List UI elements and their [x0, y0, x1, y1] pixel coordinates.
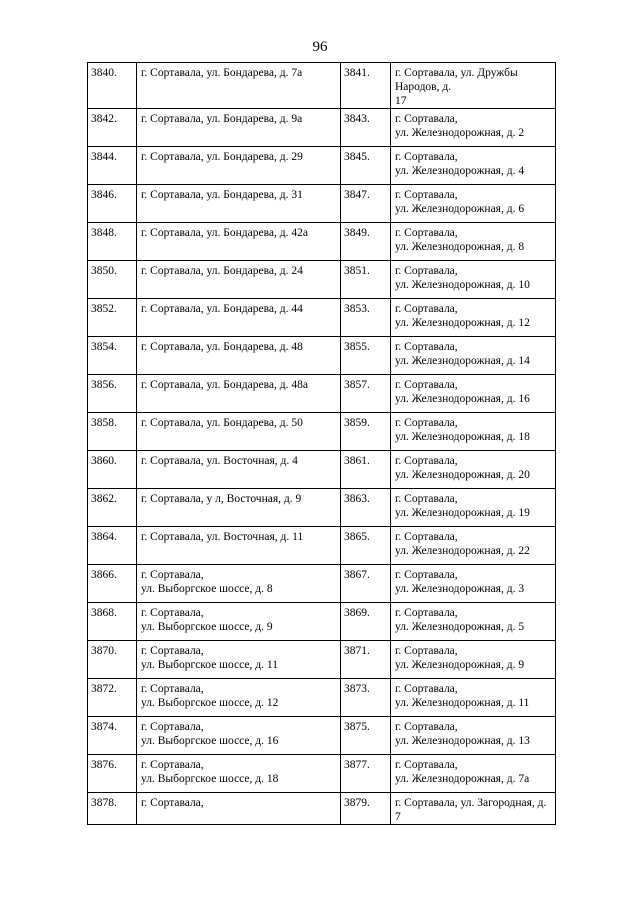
- address-line: г. Сортавала, ул. Бондарева, д. 50: [141, 417, 303, 429]
- address-line: ул. Железнодорожная, д. 9: [395, 659, 525, 671]
- table-row: [88, 489, 556, 527]
- table-row: [88, 413, 556, 451]
- address-line: г. Сортавала,: [395, 493, 458, 505]
- address-line: г. Сортавала, ул. Бондарева, д. 9а: [141, 113, 303, 125]
- address-line: г. Сортавала,: [395, 227, 458, 239]
- entry-address-right: [391, 299, 556, 337]
- entry-address-right: [391, 793, 556, 825]
- entry-address-right: [391, 109, 556, 147]
- table-row: [88, 755, 556, 793]
- entry-number-right: 3873.: [341, 679, 391, 717]
- address-line: г. Сортавала,: [395, 455, 458, 467]
- address-line: ул. Железнодорожная, д. 13: [395, 735, 530, 747]
- table-row: [88, 337, 556, 375]
- entry-address-right: [391, 641, 556, 679]
- table-row: [88, 793, 556, 825]
- entry-number-left: 3856.: [88, 375, 137, 413]
- table-row: [88, 641, 556, 679]
- address-line: г. Сортавала, ул. Бондарева, д. 44: [141, 303, 303, 315]
- entry-address-left: [137, 261, 341, 299]
- entry-address-left: [137, 451, 341, 489]
- entry-number-left: 3870.: [88, 641, 137, 679]
- address-line: г. Сортавала,: [395, 417, 458, 429]
- entry-address-right: [391, 413, 556, 451]
- entry-number-left: 3840.: [88, 63, 137, 109]
- entry-number-left: 3874.: [88, 717, 137, 755]
- entry-address-right: [391, 603, 556, 641]
- entry-address-left: [137, 641, 341, 679]
- address-line: 17: [395, 95, 407, 107]
- address-line: г. Сортавала, ул. Бондарева, д. 7а: [141, 67, 303, 79]
- entry-number-right: 3841.: [341, 63, 391, 109]
- entry-address-right: [391, 185, 556, 223]
- address-line: г. Сортавала,: [141, 683, 204, 695]
- address-line: г. Сортавала,: [395, 151, 458, 163]
- entry-number-right: 3875.: [341, 717, 391, 755]
- address-line: ул. Железнодорожная, д. 6: [395, 203, 525, 215]
- entry-number-right: 3857.: [341, 375, 391, 413]
- entry-number-left: 3858.: [88, 413, 137, 451]
- address-line: ул. Железнодорожная, д. 12: [395, 317, 530, 329]
- address-line: ул. Выборгское шоссе, д. 11: [141, 659, 278, 671]
- address-line: г. Сортавала, ул. Бондарева, д. 31: [141, 189, 303, 201]
- entry-number-right: 3853.: [341, 299, 391, 337]
- entry-number-left: 3864.: [88, 527, 137, 565]
- address-line: ул. Выборгское шоссе, д. 9: [141, 621, 273, 633]
- address-line: г. Сортавала,: [141, 569, 204, 581]
- address-line: г. Сортавала,: [395, 341, 458, 353]
- address-line: ул. Железнодорожная, д. 16: [395, 393, 530, 405]
- table-row: [88, 565, 556, 603]
- address-line: ул. Железнодорожная, д. 2: [395, 127, 525, 139]
- entry-address-left: [137, 223, 341, 261]
- address-line: г. Сортавала,: [141, 721, 204, 733]
- address-line: г. Сортавала,: [141, 607, 204, 619]
- address-line: ул. Железнодорожная, д. 7а: [395, 773, 530, 785]
- table-row: [88, 299, 556, 337]
- address-line: г. Сортавала,: [395, 645, 458, 657]
- address-line: г. Сортавала,: [395, 303, 458, 315]
- address-line: г. Сортавала,: [395, 721, 458, 733]
- entry-number-right: 3859.: [341, 413, 391, 451]
- entry-address-left: [137, 793, 341, 825]
- address-line: ул. Выборгское шоссе, д. 8: [141, 583, 273, 595]
- entry-number-right: 3855.: [341, 337, 391, 375]
- table-row: [88, 527, 556, 565]
- entry-address-right: [391, 451, 556, 489]
- address-line: ул. Железнодорожная, д. 10: [395, 279, 530, 291]
- entry-number-right: 3861.: [341, 451, 391, 489]
- table-row: [88, 717, 556, 755]
- entry-number-right: 3843.: [341, 109, 391, 147]
- address-line: ул. Железнодорожная, д. 8: [395, 241, 525, 253]
- address-line: ул. Железнодорожная, д. 20: [395, 469, 530, 481]
- address-line: г. Сортавала,: [395, 189, 458, 201]
- entry-number-right: 3867.: [341, 565, 391, 603]
- address-line: ул. Выборгское шоссе, д. 16: [141, 735, 279, 747]
- entry-number-left: 3876.: [88, 755, 137, 793]
- table-row: [88, 147, 556, 185]
- address-line: ул. Железнодорожная, д. 5: [395, 621, 525, 633]
- address-registry-body: [88, 63, 556, 825]
- entry-number-right: 3879.: [341, 793, 391, 825]
- address-line: ул. Железнодорожная, д. 18: [395, 431, 530, 443]
- entry-address-right: [391, 261, 556, 299]
- entry-address-right: [391, 147, 556, 185]
- entry-address-left: [137, 527, 341, 565]
- entry-address-left: [137, 603, 341, 641]
- entry-number-right: 3865.: [341, 527, 391, 565]
- entry-address-right: [391, 63, 556, 109]
- table-row: [88, 261, 556, 299]
- table-row: [88, 679, 556, 717]
- address-line: г. Сортавала,: [395, 607, 458, 619]
- entry-address-right: [391, 679, 556, 717]
- table-row: [88, 603, 556, 641]
- address-line: г. Сортавала, ул. Восточная, д. 11: [141, 531, 304, 543]
- entry-address-right: [391, 717, 556, 755]
- address-line: г. Сортавала, ул. Загородная, д. 7: [395, 797, 547, 823]
- table-row: [88, 223, 556, 261]
- address-line: г. Сортавала,: [395, 379, 458, 391]
- entry-address-left: [137, 489, 341, 527]
- table-row: [88, 63, 556, 109]
- entry-number-left: 3878.: [88, 793, 137, 825]
- table-row: [88, 451, 556, 489]
- entry-number-right: 3851.: [341, 261, 391, 299]
- entry-number-left: 3854.: [88, 337, 137, 375]
- entry-number-left: 3868.: [88, 603, 137, 641]
- table-row: [88, 185, 556, 223]
- entry-number-right: 3877.: [341, 755, 391, 793]
- entry-address-right: [391, 565, 556, 603]
- address-line: г. Сортавала, у л, Восточная, д. 9: [141, 493, 302, 505]
- entry-address-right: [391, 223, 556, 261]
- address-line: г. Сортавала, ул. Бондарева, д. 42а: [141, 227, 308, 239]
- address-line: г. Сортавала, ул. Бондарева, д. 48: [141, 341, 303, 353]
- entry-address-left: [137, 63, 341, 109]
- address-line: г. Сортавала,: [395, 683, 458, 695]
- entry-address-right: [391, 489, 556, 527]
- address-line: г. Сортавала,: [395, 531, 458, 543]
- address-line: г. Сортавала, ул. Восточная, д. 4: [141, 455, 298, 467]
- entry-number-right: 3845.: [341, 147, 391, 185]
- entry-number-left: 3866.: [88, 565, 137, 603]
- entry-address-left: [137, 375, 341, 413]
- entry-address-right: [391, 375, 556, 413]
- entry-number-left: 3852.: [88, 299, 137, 337]
- entry-address-right: [391, 337, 556, 375]
- entry-number-right: 3871.: [341, 641, 391, 679]
- address-line: г. Сортавала,: [141, 759, 204, 771]
- entry-number-left: 3850.: [88, 261, 137, 299]
- address-line: ул. Выборгское шоссе, д. 12: [141, 697, 279, 709]
- entry-address-left: [137, 679, 341, 717]
- table-row: [88, 109, 556, 147]
- entry-number-left: 3862.: [88, 489, 137, 527]
- address-line: г. Сортавала,: [395, 113, 458, 125]
- page-number: 96: [312, 39, 328, 55]
- address-line: ул. Железнодорожная, д. 11: [395, 697, 530, 709]
- address-line: ул. Железнодорожная, д. 22: [395, 545, 530, 557]
- entry-number-left: 3844.: [88, 147, 137, 185]
- entry-number-right: 3849.: [341, 223, 391, 261]
- entry-address-left: [137, 109, 341, 147]
- address-line: г. Сортавала,: [395, 265, 458, 277]
- address-line: ул. Железнодорожная, д. 4: [395, 165, 525, 177]
- address-line: г. Сортавала, ул. Дружбы Народов, д.: [395, 67, 518, 93]
- entry-address-left: [137, 717, 341, 755]
- table-row: [88, 375, 556, 413]
- entry-number-right: 3869.: [341, 603, 391, 641]
- address-line: ул. Выборгское шоссе, д. 18: [141, 773, 279, 785]
- entry-number-right: 3847.: [341, 185, 391, 223]
- address-line: ул. Железнодорожная, д. 19: [395, 507, 530, 519]
- address-line: г. Сортавала, ул. Бондарева, д. 24: [141, 265, 303, 277]
- entry-number-left: 3848.: [88, 223, 137, 261]
- address-registry-table: [87, 62, 556, 825]
- entry-address-right: [391, 755, 556, 793]
- entry-number-left: 3846.: [88, 185, 137, 223]
- address-line: ул. Железнодорожная, д. 3: [395, 583, 525, 595]
- entry-address-left: [137, 413, 341, 451]
- address-line: г. Сортавала,: [141, 645, 204, 657]
- entry-address-left: [137, 299, 341, 337]
- entry-address-left: [137, 755, 341, 793]
- entry-address-right: [391, 527, 556, 565]
- entry-number-right: 3863.: [341, 489, 391, 527]
- address-line: г. Сортавала, ул. Бондарева, д. 48а: [141, 379, 308, 391]
- entry-number-left: 3860.: [88, 451, 137, 489]
- address-line: г. Сортавала,: [141, 797, 204, 809]
- entry-address-left: [137, 147, 341, 185]
- address-line: г. Сортавала,: [395, 569, 458, 581]
- address-line: ул. Железнодорожная, д. 14: [395, 355, 530, 367]
- address-line: г. Сортавала, ул. Бондарева, д. 29: [141, 151, 303, 163]
- entry-address-left: [137, 185, 341, 223]
- address-line: г. Сортавала,: [395, 759, 458, 771]
- entry-number-left: 3842.: [88, 109, 137, 147]
- entry-address-left: [137, 337, 341, 375]
- entry-number-left: 3872.: [88, 679, 137, 717]
- entry-address-left: [137, 565, 341, 603]
